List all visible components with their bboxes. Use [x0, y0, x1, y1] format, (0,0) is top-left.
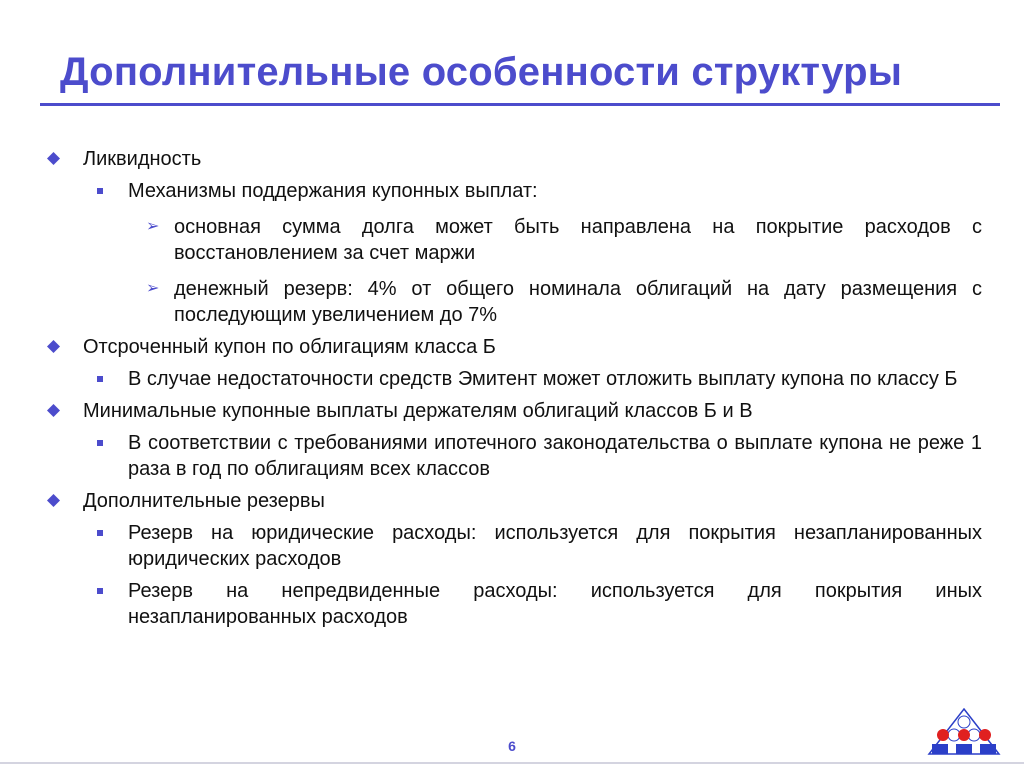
- bullet-additional-reserves: [83, 488, 982, 514]
- arrow-bullet-icon: ➢: [146, 280, 160, 297]
- subbullet-text: Механизмы поддержания купонных выплат:: [128, 180, 538, 202]
- bullet-deferred-coupon: [83, 334, 982, 360]
- subbullet-text: Резерв на юридические расходы: используется для покрытия незапланированных юридических расходов: [128, 522, 982, 570]
- bullet-text: Дополнительные резервы: [83, 490, 325, 512]
- subbullet-text: В случае недостаточности средств Эмитент может отложить выплату купона по классу Б: [128, 368, 958, 390]
- diamond-bullet-icon: [47, 146, 61, 172]
- company-logo-icon: [926, 708, 1002, 761]
- bullet-text: Минимальные купонные выплаты держателям облигаций классов Б и В: [83, 400, 753, 422]
- slide-title: Дополнительные особенности структуры: [60, 50, 903, 94]
- square-bullet-icon: [97, 178, 105, 204]
- diamond-bullet-icon: [47, 334, 61, 360]
- arrow-bullet-icon: ➢: [146, 218, 160, 235]
- footer-divider: [0, 762, 1024, 764]
- page-number: 6: [508, 738, 516, 754]
- subsubbullet-text: основная сумма долга может быть направлена на покрытие расходов с восстановлением за счет маржи: [174, 216, 982, 264]
- subbullet-mortgage-law: [128, 430, 982, 482]
- title-underline: [40, 103, 1000, 106]
- bullet-minimum-coupon: [83, 398, 982, 424]
- subsubbullet-principal: [146, 214, 982, 266]
- bullet-text: Отсроченный купон по облигациям класса Б: [83, 336, 496, 358]
- diamond-bullet-icon: [47, 488, 61, 514]
- square-bullet-icon: [97, 430, 105, 456]
- square-bullet-icon: [97, 578, 105, 604]
- subbullet-insufficient-funds: [128, 366, 982, 392]
- subbullet-legal-reserve: [128, 520, 982, 572]
- square-bullet-icon: [97, 520, 105, 546]
- subsubbullet-text: денежный резерв: 4% от общего номинала облигаций на дату размещения с последующим увеличением до 7%: [174, 278, 982, 326]
- bullet-text: Ликвидность: [83, 148, 202, 170]
- subsubbullet-cash-reserve: [146, 276, 982, 328]
- diamond-bullet-icon: [47, 398, 61, 424]
- subbullet-text: Резерв на непредвиденные расходы: используется для покрытия иных незапланированных расходов: [128, 580, 982, 628]
- subbullet-text: В соответствии с требованиями ипотечного законодательства о выплате купона не реже 1 раза в год по облигациям всех классов: [128, 432, 982, 480]
- subbullet-coupon-mechanisms: [128, 178, 982, 204]
- bullet-content: [0, 140, 1024, 630]
- subbullet-contingency-reserve: [128, 578, 982, 630]
- bullet-liquidity: [83, 146, 982, 172]
- square-bullet-icon: [97, 366, 105, 392]
